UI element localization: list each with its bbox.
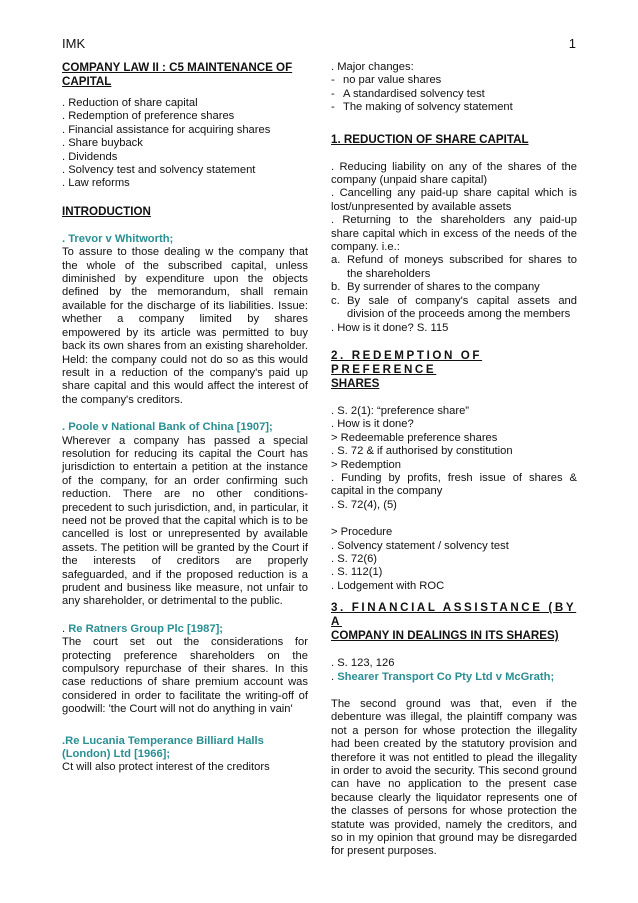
topic-item: . Dividends xyxy=(62,150,118,163)
case-lucania-text: Ct will also protect interest of the creditors xyxy=(62,761,270,774)
right-column xyxy=(331,61,577,859)
dash-marker: - xyxy=(331,101,335,114)
section-1-heading: 1. REDUCTION OF SHARE CAPITAL xyxy=(331,132,529,146)
procedure-line: . Solvency statement / solvency test xyxy=(331,539,509,552)
section-1-point: . Returning to the shareholders any paid-up share capital which in excess of the needs of the company. i.e.: xyxy=(331,214,577,254)
major-changes-label: . Major changes: xyxy=(331,61,414,73)
section-1-how: . How is it done? S. 115 xyxy=(331,321,449,334)
section-1-point: . Reducing liability on any of the shares of the company (unpaid share capital) xyxy=(331,160,577,187)
section-3-sections: . S. 123, 126 xyxy=(331,657,395,670)
topic-item: . Law reforms xyxy=(62,177,130,190)
introduction-heading: INTRODUCTION xyxy=(62,204,151,218)
dash-marker: - xyxy=(331,87,335,100)
case-ratners-name: Re Ratners Group Plc [1987]; xyxy=(68,622,224,635)
topic-item: . Redemption of preference shares xyxy=(62,110,235,123)
section-2-line: . How is it done? xyxy=(331,418,414,431)
section-2-line: . Funding by profits, fresh issue of shares & capital in the company xyxy=(331,471,577,498)
section-2-line: > Redeemable preference shares xyxy=(331,431,498,444)
case-poole-text: Wherever a company has passed a special resolution for reducing its capital the Court has jurisdiction to entertain a petition at the instance of the company, for an order confirming such reduction. There are no other conditions-precedent to such jurisdiction, and, in particular, it need not be proved that the capital which is to be cancelled is lost or unrepresented by available assets. The petition will be granted by the Court if the interests of creditors are properly safeguarded, and if the proposed reduction is a prudent and business like measure, not unfair to any shareholder, or detrimental to the public. xyxy=(62,434,308,608)
major-change-item: - The making of solvency statement xyxy=(331,101,513,114)
section-3-heading-line2: COMPANY IN DEALINGS IN ITS SHARES) xyxy=(331,629,559,643)
section-3-text: The second ground was that, even if the debenture was illegal, the plaintiff company was not a person for whose protection the illegality had been created by the statutory provision and therefore it was not entitled to plead the illegality in order to avoid the security. This second ground can have no application to the present case because clearly the liquidator represents one of the classes of persons for whose protection the statute was provided, namely the creditors, and so in my opinion that ground may be disregarded for present purposes. xyxy=(331,698,577,858)
page-number: 1 xyxy=(568,36,576,51)
section-3-heading-line1: 3. FINANCIAL ASSISTANCE (BY A xyxy=(331,601,577,629)
section-1-sub-item: c. By sale of company's capital assets and division of the proceeds among the members xyxy=(331,294,577,321)
case-shearer-prefix: . xyxy=(331,670,338,683)
section-2-heading-line1: 2. REDEMPTION OF PREFERENCE xyxy=(331,348,483,376)
section-2-line: . S. 72(4), (5) xyxy=(331,498,397,511)
case-shearer-name: Shearer Transport Co Pty Ltd v McGrath; xyxy=(337,670,555,683)
case-ratners-text: The court set out the considerations for protecting preference shareholders on the compulsory repurchase of their shares. In this case reductions of share premium account was considered in order to facilitate the writing-off of goodwill: 'the Court will not do anything in vain' xyxy=(62,636,308,716)
topic-list xyxy=(62,97,308,191)
major-change-item: - no par value shares xyxy=(331,74,442,87)
section-2-line: . S. 72 & if authorised by constitution xyxy=(331,445,513,458)
procedure-line: . Lodgement with ROC xyxy=(331,579,445,592)
header-label: IMK xyxy=(62,36,86,51)
topic-item: . Reduction of share capital xyxy=(62,97,198,109)
section-1-sub-item: a. Refund of moneys subscribed for shares to the shareholders xyxy=(331,254,577,280)
section-2-line: > Redemption xyxy=(331,458,401,471)
section-2-line: . S. 2(1): “preference share” xyxy=(331,404,470,417)
procedure-line: . S. 72(6) xyxy=(331,552,378,565)
topic-item: . Solvency test and solvency statement xyxy=(62,164,256,177)
section-1-sub-item: b. By surrender of shares to the company xyxy=(331,281,540,294)
case-poole: . Poole v National Bank of China [1907]; xyxy=(62,421,273,434)
left-column xyxy=(62,61,308,775)
topic-item: . Share buyback xyxy=(62,137,143,150)
section-2-heading-line2: SHARES xyxy=(331,376,380,390)
case-trevor-v-whitworth: . Trevor v Whitworth; xyxy=(62,232,174,245)
case-ratners-prefix: . xyxy=(62,622,69,635)
case-ratners xyxy=(62,623,308,636)
procedure-line: . S. 112(1) xyxy=(331,566,383,579)
dash-marker: - xyxy=(331,74,335,87)
topic-item: . Financial assistance for acquiring shares xyxy=(62,123,271,136)
document-title: COMPANY LAW II : C5 MAINTENANCE OF CAPITAL xyxy=(62,61,293,88)
case-shearer xyxy=(331,671,577,684)
case-trevor-text: To assure to those dealing w the company that the whole of the subscribed capital, unless diminished by expenditure upon the objects defined by the memorandum, shall remain available for the discharge of its liabilities. Issue: whether a company limited by shares empowered by its article was permitted to buy back its own shares from an existing shareholder. Held: the company could not do so as this would result in a reduction of the company's paid up share capital and this would affect the interest of the company's creditors. xyxy=(62,246,308,406)
procedure-line: > Procedure xyxy=(331,526,393,539)
major-change-item: - A standardised solvency test xyxy=(331,87,485,100)
section-1-point: . Cancelling any paid-up share capital which is lost/unpresented by available assets xyxy=(331,187,577,213)
case-lucania: .Re Lucania Temperance Billiard Halls (London) Ltd [1966]; xyxy=(62,734,264,761)
